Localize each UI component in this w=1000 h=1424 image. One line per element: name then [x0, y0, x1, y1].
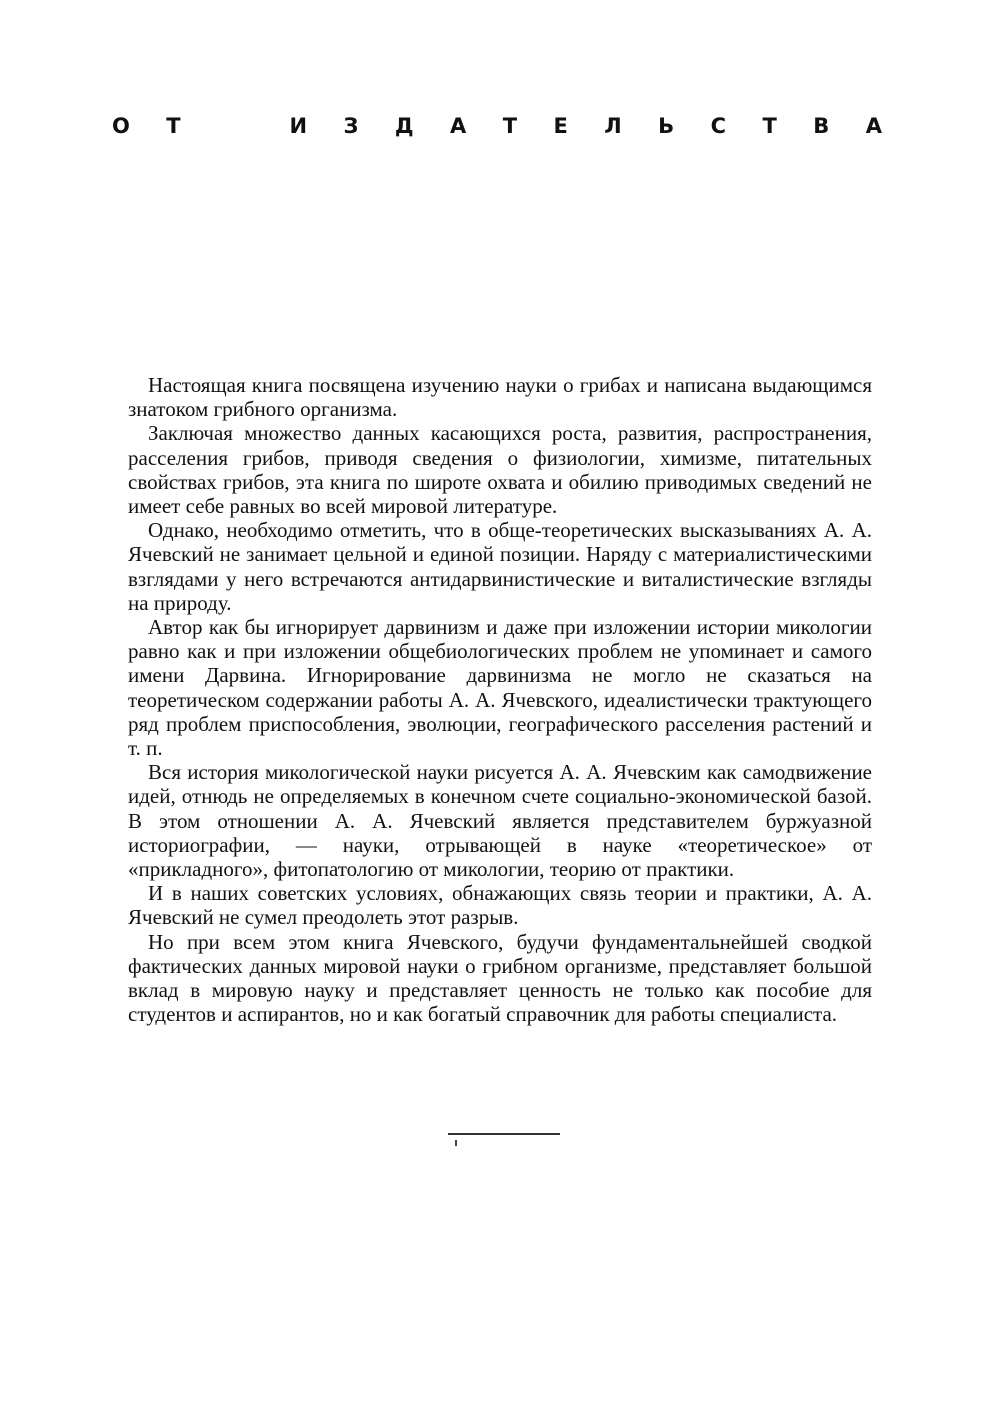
paragraph: Автор как бы игнорирует дарвинизм и даже при изложении истории микологии равно как и при изложении общебиологических проблем не упоминает и самого имени Дарвина. Игнорирование дарвинизма не могло не сказаться на теоретическом содержании работы А. А. Ячевского, идеалистически трактующего ряд проблем приспособления, эволюции, географического расселения растений и т. п. [128, 615, 872, 761]
title-letter: И [289, 114, 308, 138]
title-letter: Е [553, 114, 568, 138]
title-letter: В [813, 114, 830, 138]
title-letter: А [450, 114, 467, 138]
divider-ornament [455, 1140, 457, 1146]
preface-body [128, 373, 872, 1026]
title-letter: Л [604, 114, 622, 138]
title-letter: Т [166, 114, 181, 138]
title-letter: З [343, 114, 359, 138]
title-word-gap [217, 112, 253, 140]
paragraph: Вся история микологической науки рисуется А. А. Ячевским как самодвижение идей, отнюдь не определяемых в конечном счете социально-экономической базой. В этом отношении А. А. Ячевский является представителем буржуазной историографии, — науки, отрывающей в науке «теоретическое» от «прикладного», фитопатологию от микологии, теорию от практики. [128, 760, 872, 882]
closing-divider [448, 1133, 560, 1135]
title-letter: О [112, 114, 130, 138]
paragraph: Но при всем этом книга Ячевского, будучи фундаментальнейшей сводкой фактических данных мировой науки о грибном организме, представляет большой вклад в мировую науку и представляет ценность не только как пособие для студентов и аспирантов, но и как богатый справочник для работы специалиста. [128, 929, 872, 1027]
paragraph: И в наших советских условиях, обнажающих связь теории и практики, А. А. Ячевский не сумел преодолеть этот разрыв. [128, 881, 872, 930]
paragraph: Заключая множество данных касающихся роста, развития, распространения, расселения грибов, приводя сведения о физиологии, химизме, питательных свойствах грибов, эта книга по широте охвата и обилию приводимых сведений не имеет себе равных во всей мировой литературе. [128, 421, 872, 519]
title-letter: Т [762, 114, 777, 138]
page-title [112, 112, 882, 140]
title-letter: Д [394, 114, 414, 138]
paragraph: Однако, необходимо отметить, что в обще-теоретических высказываниях А. А. Ячевский не занимает цельной и единой позиции. Наряду с материалистическими взглядами у него встречаются антидарвинистические и виталистические взгляды на природу. [128, 518, 872, 615]
paragraph: Настоящая книга посвящена изучению науки о грибах и написана выдающимся знатоком грибного организма. [128, 373, 872, 422]
title-letter: Т [502, 114, 518, 138]
title-letter: Ь [658, 114, 675, 138]
title-letter: А [865, 114, 882, 138]
title-letter: С [710, 114, 727, 138]
